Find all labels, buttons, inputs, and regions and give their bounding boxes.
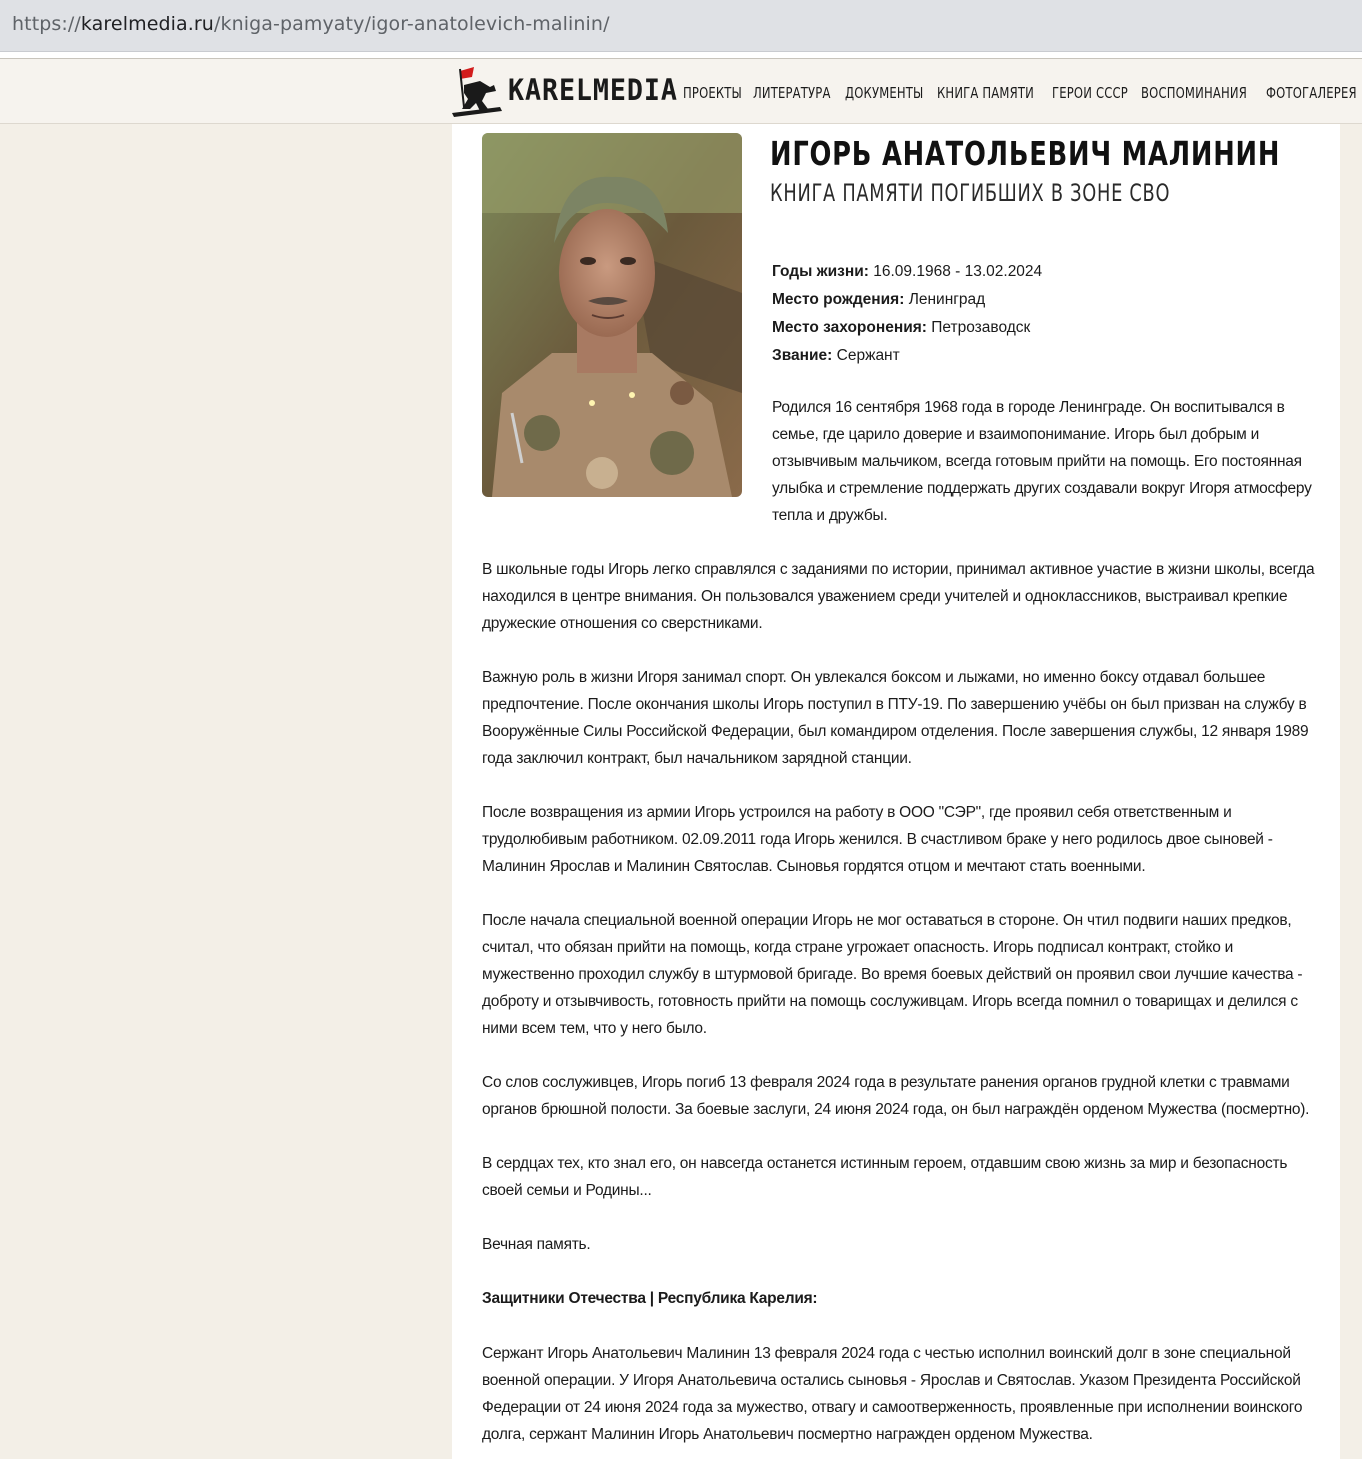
nav-photo-gallery[interactable]: ФОТОГАЛЕРЕЯ: [1266, 84, 1357, 102]
paragraph-hearts: В сердцах тех, кто знал его, он навсегда останется истинным героем, отдавшим свою жизнь за мир и безопасность своей семьи и Родины...: [482, 1155, 1288, 1199]
paragraph-defenders-heading: [482, 1285, 1327, 1312]
fact-label: Место рождения:: [772, 291, 905, 308]
paragraph-birth: Родился 16 сентября 1968 года в городе Ленинграде. Он воспитывался в семье, где царило доверие и взаимопонимание. Игорь был добрым и отзывчивым мальчиком, всегда готовым прийти на помощь. Его постоянная улыбка и стремление поддержать других создавали вокруг Игоря атмосферу тепла и дружбы.: [772, 399, 1312, 524]
site-header: [0, 58, 1362, 124]
paragraph-service: После начала специальной военной операции Игорь не мог оставаться в стороне. Он чтил подвиги наших предков, считал, что обязан прийти на помощь, когда стране угрожает опасность. Игорь подписал контракт, стойко и мужественно проходил службу в штурмовой бригаде. Во время боевых действий он проявил свои лучшие качества - доброту и отзывчивость, готовность прийти на помощь сослуживцам. Игорь всегда помнил о товарищах и делился с ними всем тем, что у него было.: [482, 912, 1303, 1037]
nav-memoirs[interactable]: ВОСПОМИНАНИЯ: [1141, 84, 1248, 102]
paragraph-eternal-memory: Вечная память.: [482, 1236, 591, 1253]
fact-birthplace: [772, 286, 1312, 314]
url-path: /kniga-pamyaty/igor-anatolevich-malinin/: [213, 13, 610, 35]
fact-value: Сержант: [832, 347, 900, 364]
url-host: karelmedia.ru: [80, 13, 214, 35]
fact-label: Звание:: [772, 347, 833, 364]
paragraph-death: Со слов сослуживцев, Игорь погиб 13 февраля 2024 года в результате ранения органов грудной клетки с травмами органов брюшной полости. За боевые заслуги, 24 июня 2024 года, он был награждён орденом Мужества (посмертно).: [482, 1074, 1310, 1118]
site-logo[interactable]: [450, 63, 678, 119]
nav-memory-book[interactable]: КНИГА ПАМЯТИ: [937, 84, 1035, 102]
fact-years: [772, 258, 1312, 286]
page-title: ИГОРЬ АНАТОЛЬЕВИЧ МАЛИНИН: [770, 134, 1281, 173]
nav-literature[interactable]: ЛИТЕРАТУРА: [753, 84, 831, 102]
page-subtitle: КНИГА ПАМЯТИ ПОГИБШИХ В ЗОНЕ СВО: [770, 179, 1171, 207]
browser-address-bar[interactable]: [0, 0, 1362, 52]
article-container: [452, 124, 1340, 1459]
nav-projects[interactable]: ПРОЕКТЫ: [683, 84, 742, 102]
paragraph-award: Сержант Игорь Анатольевич Малинин 13 февраля 2024 года с честью исполнил воинский долг в зоне специальной военной операции. У Игоря Анатольевича остались сыновья - Ярослав и Святослав. Указом Президента Российской Федерации от 24 июня 2024 года за мужество, отвагу и самоотверженность, проявленные при исполнении воинского долга, сержант Малинин Игорь Анатольевич посмертно награжден орденом Мужества.: [482, 1345, 1303, 1443]
paragraph-work: После возвращения из армии Игорь устроился на работу в ООО "СЭР", где проявил себя ответственным и трудолюбивым работником. 02.09.2011 года Игорь женился. В счастливом браке у него родилось двое сыновей - Малинин Ярослав и Малинин Святослав. Сыновья гордятся отцом и мечтают стать военными.: [482, 804, 1273, 875]
fact-label: Годы жизни:: [772, 263, 869, 280]
portrait-photo: [482, 133, 742, 497]
url-text[interactable]: [12, 13, 610, 35]
fact-label: Место захоронения:: [772, 319, 927, 336]
flag-soldier-icon: [450, 63, 506, 119]
paragraph-sport: Важную роль в жизни Игоря занимал спорт. Он увлекался боксом и лыжами, но именно боксу отдавал большее предпочтение. После окончания школы Игорь поступил в ПТУ-19. По завершению учёбы он был призван на службу в Вооружённые Силы Российской Федерации, был командиром отделения. После завершения службы, 12 января 1989 года заключил контракт, был начальником зарядной станции.: [482, 669, 1309, 767]
main-nav: [683, 84, 1362, 110]
paragraph-school: В школьные годы Игорь легко справлялся с заданиями по истории, принимал активное участие в жизни школы, всегда находился в центре внимания. Он пользовался уважением среди учителей и одноклассников, выстраивал крепкие дружеские отношения со сверстниками.: [482, 561, 1315, 632]
fact-burial-place: [772, 314, 1312, 342]
logo-wordmark: KARELMEDIA: [508, 73, 678, 107]
nav-heroes-ussr[interactable]: ГЕРОИ СССР: [1051, 84, 1128, 102]
fact-value: Петрозаводск: [926, 319, 1031, 336]
fact-value: Ленинград: [904, 291, 986, 308]
url-prefix: https://: [12, 13, 81, 35]
fact-rank: [772, 342, 1312, 370]
facts-list: [772, 258, 1312, 370]
fact-value: 16.09.1968 - 13.02.2024: [868, 263, 1043, 280]
defenders-heading: Защитники Отечества | Республика Карелия:: [482, 1290, 818, 1307]
nav-documents[interactable]: ДОКУМЕНТЫ: [844, 84, 924, 102]
